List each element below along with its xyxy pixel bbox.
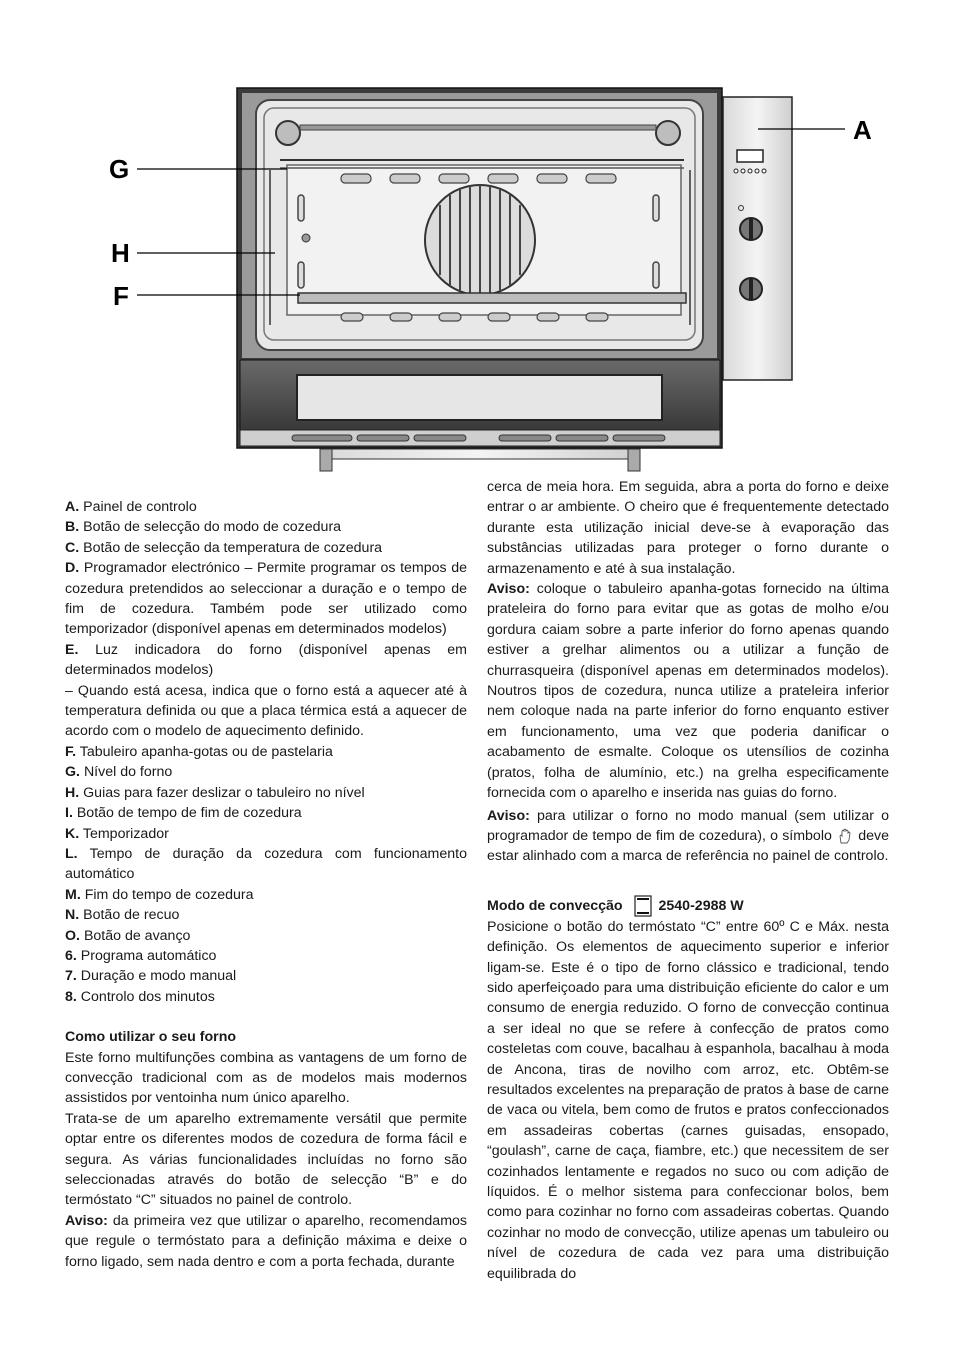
paragraph: Trata-se de um aparelho extremamente versátil que permite optar entre os diferentes modos de cozedura de forma fácil e segura. As várias funcionalidades incluídas no forno são seleccionadas através do botão de selecção “B” e do termóstato “C” situados no painel de controlo.: [65, 1110, 467, 1209]
drip-tray: [298, 293, 686, 303]
door-handle: [320, 449, 640, 459]
programmer-display: [737, 150, 763, 162]
warning-paragraph: Aviso: da primeira vez que utilizar o aparelho, recomendamos que regule o termóstato para a definição máxima e deixe o forno ligado, sem nada dentro e com a porta fechada, durante: [65, 1212, 467, 1270]
convection-power: 2540-2988 W: [658, 897, 744, 914]
fan-cover: [425, 185, 535, 295]
right-column: [487, 477, 889, 1284]
legend-item: K. Temporizador: [65, 825, 169, 842]
section-heading: Como utilizar o seu forno: [65, 1029, 237, 1046]
label-a: A: [853, 115, 872, 145]
legend-item: N. Botão de recuo: [65, 907, 180, 924]
label-f: F: [113, 281, 129, 311]
knob-c: [740, 278, 762, 300]
label-g: G: [109, 154, 130, 184]
label-h: H: [111, 238, 130, 268]
legend-item: D. Programador electrónico – Permite programar os tempos de cozedura pretendidos ao seleccionar a duração e o tempo de fim de cozedura. Também pode ser utilizado como temporizador (disponível apenas em determinados modelos): [65, 560, 467, 638]
legend-item: H. Guias para fazer deslizar o tabuleiro no nível: [65, 784, 365, 801]
lamp-left: [276, 121, 300, 145]
legend-item: C. Botão de selecção da temperatura de cozedura: [65, 539, 383, 556]
convection-mode-icon: [633, 895, 653, 917]
legend-item: B. Botão de selecção do modo de cozedura: [65, 519, 342, 536]
warning-paragraph: Aviso: para utilizar o forno no modo manual (sem utilizar o programador de tempo de fim de cozedura), o símbolo deve estar alinhado com a marca de referência no painel de controlo.: [487, 807, 889, 865]
convection-title: Modo de convecção: [487, 897, 623, 914]
legend-item: 8. Controlo dos minutos: [65, 988, 215, 1005]
paragraph: Este forno multifunções combina as vantagens de um forno de convecção tradicional com as de modelos mais modernos assistidos por ventoinha num único aparelho.: [65, 1049, 467, 1107]
oven-diagram: [105, 80, 895, 480]
legend-item: L. Tempo de duração da cozedura com funcionamento automático: [65, 845, 467, 883]
paragraph: Posicione o botão do termóstato “C” entre 60º C e Máx. nesta definição. Os elementos de aquecimento superior e inferior ligam-se. Este é o tipo de forno clássico e tradicional, tendo sido aperfeiçoado para uma distribuição eficiente do calor e um consumo de energia reduzido. O forno de convecção continua a ser ideal no que se refere à confecção de pratos como costeletas com couve, bacalhau à espanhola, bacalhau à moda de Ancona, tiras de novilho com arroz, etc. Obtêm-se resultados excelentes na preparação de pratos à base de carne de vaca ou vitela, bem como de frutos e pratos confeccionados em assadeiras cobertas (carnes guisadas, ensopado, “goulash”, carne de caça, fiambre, etc.) que necessitem de ser cozinhados lentamente e regados no suco ou com adição de líquidos. É o melhor sistema para confeccionar bolos, bem como para cozinhar no forno com assadeiras cobertas. Quando cozinhar no modo de convecção, utilize apenas um tabuleiro ou nível de cozedura de cada vez para uma distribuição equilibrada do: [487, 918, 889, 1282]
knob-b: [740, 218, 762, 240]
legend-item: G. Nível do forno: [65, 764, 173, 781]
legend-item: F. Tabuleiro apanha-gotas ou de pastelaria: [65, 743, 333, 760]
convection-heading: [487, 895, 889, 917]
warning-paragraph: Aviso: coloque o tabuleiro apanha-gotas fornecido na última prateleira do forno para evitar que as gotas de molho e/ou gordura caiam sobre a parte inferior do forno apenas quando estiver a grelhar alimentos ou a utilizar a função de churrasqueira (disponível apenas em determinados modelos). Noutros tipos de cozedura, nunca utilize a prateleira inferior nem coloque nada na parte inferior do forno enquanto estiver em funcionamento, uma vez que poderia danificar o acabamento de esmalte. Coloque os utensílios de cozinha (pratos, folha de alumínio, etc.) na grelha especificamente fornecida com o aparelho e inserida nas guias do forno.: [487, 581, 889, 802]
legend-item: – Quando está acesa, indica que o forno está a aquecer até à temperatura definida ou que a placa térmica está a aquecer de acordo com o modelo de aquecimento definido.: [65, 682, 467, 740]
lamp-right: [656, 121, 680, 145]
legend-item: O. Botão de avanço: [65, 927, 191, 944]
legend-item: M. Fim do tempo de cozedura: [65, 886, 254, 903]
legend-list: [65, 497, 467, 1007]
hand-icon: [836, 827, 854, 845]
legend-item: I. Botão de tempo de fim de cozedura: [65, 805, 302, 822]
legend-item: 6. Programa automático: [65, 947, 217, 964]
paragraph: cerca de meia hora. Em seguida, abra a porta do forno e deixe entrar o ar ambiente. O cheiro que é frequentemente detectado durante esta utilização inicial deve-se à evaporação das substâncias utilizadas para proteger o forno durante o armazenamento e até à sua instalação.: [487, 479, 889, 577]
left-column: [65, 497, 467, 1272]
legend-item: E. Luz indicadora do forno (disponível apenas em determinados modelos): [65, 641, 467, 679]
legend-item: 7. Duração e modo manual: [65, 968, 237, 985]
legend-item: A. Painel de controlo: [65, 499, 197, 515]
